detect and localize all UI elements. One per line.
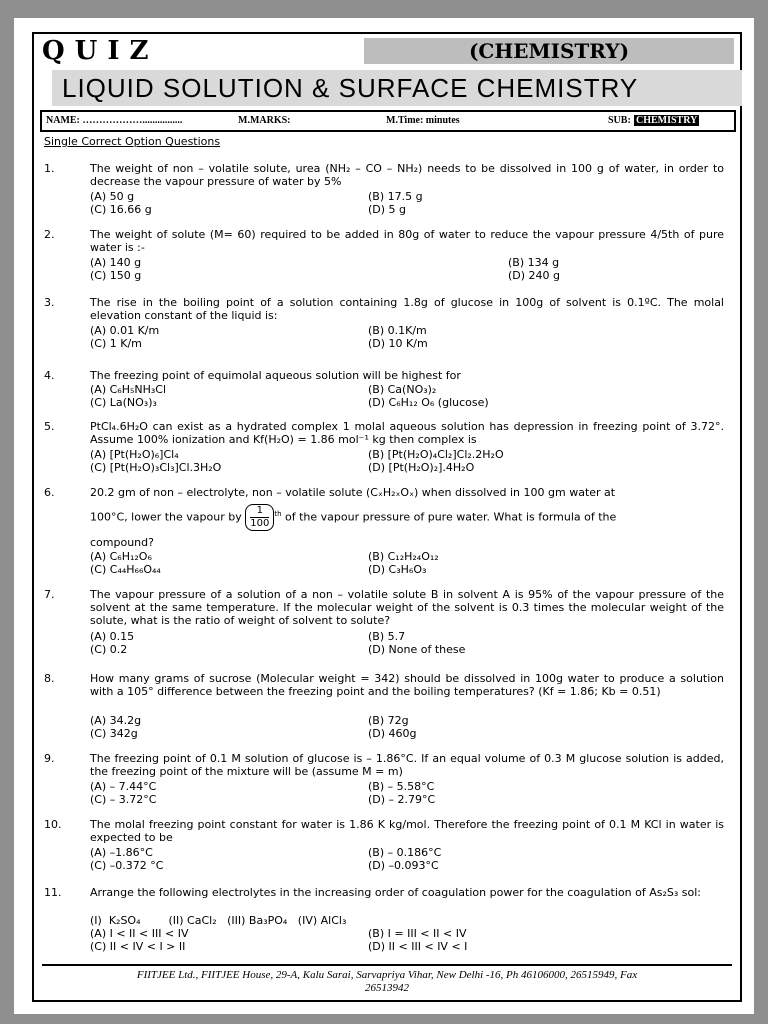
name-field: NAME: ………………................: [46, 115, 183, 126]
sub-value: CHEMISTRY: [636, 115, 698, 126]
info-bar: [40, 110, 736, 132]
question: 3. The rise in the boiling point of a solution containing 1.8g of glucose in 100g of solvent is 0.1ºC. The molal elevation constant of the liquid is: (A) 0.01 K/m (B) 0.1K/m (C) 1 K/m (D) 10 K/m: [44, 296, 724, 350]
question: 9. The freezing point of 0.1 M solution of glucose is – 1.86°C. If an equal volume of 0.3 M glucose solution is added, the freezing point of the mixture will be (assume M = m) (A) – 7.44°C (B) – 5.58°C (C) – 3.72°C (D) – 2.79°C: [44, 752, 724, 806]
subject-box: (CHEMISTRY): [364, 38, 734, 64]
question: 10. The molal freezing point constant for water is 1.86 K kg/mol. Therefore the freezing point of 0.1 M KCl in water is expected to be (A) –1.86°C (B) – 0.186°C (C) –0.372 °C (D) –0.093°C: [44, 818, 724, 872]
time-field: M.Time: minutes: [386, 115, 460, 126]
page-title: LIQUID SOLUTION & SURFACE CHEMISTRY: [52, 70, 742, 106]
question: 2. The weight of solute (M= 60) required to be added in 80g of water to reduce the vapour pressure 4/5th of pure water is :- (A) 140 g (B) 134 g (C) 150 g (D) 240 g: [44, 228, 724, 282]
page: [14, 18, 754, 1014]
question: 8. How many grams of sucrose (Molecular weight = 342) should be dissolved in 100g water to produce a solution with a 105° difference between the freezing point and the boiling temperatures? (Kf = 1.86; Kb = 0.51) (A) 34.2g (B) 72g (C) 342g (D) 460g: [44, 672, 724, 740]
question: 11. Arrange the following electrolytes in the increasing order of coagulation power for the coagulation of As₂S₃ sol: (I) K₂SO₄ (II) CaCl₂ (III) Ba₃PO₄ (IV) AlCl₃ (A) I < II < III < IV (B) I = III < II < IV (C) II < IV < I > II (D) II < III < IV < I: [44, 886, 701, 953]
quiz-frame: [32, 32, 742, 1002]
question: 4. The freezing point of equimolal aqueous solution will be highest for (A) C₆H₅NH₃Cl (B) Ca(NO₃)₂ (C) La(NO₃)₃ (D) C₆H₁₂ O₆ (glucose): [44, 369, 489, 409]
section-heading: Single Correct Option Questions: [44, 135, 221, 148]
question: 7. The vapour pressure of a solution of a non – volatile solute B in solvent A is 95% of the vapour pressure of the solvent at the same temperature. If the molecular weight of the solvent is 0.3 times the molecular weight of the solute, what is the ratio of weight of solvent to solute? (A) 0.15 (B) 5.7 (C) 0.2 (D) None of these: [44, 588, 724, 656]
question: 5. PtCl₄.6H₂O can exist as a hydrated complex 1 molal aqueous solution has depression in freezing point of 3.72°. Assume 100% ionization and Kf(H₂O) = 1.86 mol⁻¹ kg then complex is (A) [Pt(H₂O)₆]Cl₄ (B) [Pt(H₂O)₄Cl₂]Cl₂.2H₂O (C) [Pt(H₂O)₃Cl₃]Cl.3H₂O (D) [Pt(H₂O)₂].4H₂O: [44, 420, 724, 474]
question: 6. 20.2 gm of non – electrolyte, non – volatile solute (CₓH₂ₓOₓ) when dissolved in 100 gm water at 100°C, lower the vapour by $\frac{1}{100}$ $^{th}$ of the vapour pressure of pure water. What is formula of the compound? (A) C₆H₁₂O₆ (B) C₁₂H₂₄O₁₂ (C) C₄₄H₆₆O₄₄ (D) C₃H₆O₃: [44, 486, 724, 586]
fraction: $\frac{1}{100}$: [245, 504, 274, 531]
sub-label: SUB:: [608, 115, 631, 126]
fraction-line: 100°C, lower the vapour by $\frac{1}{100}$ $^{th}$ of the vapour pressure of pure water. What is formula of the: [90, 505, 617, 529]
quiz-label: QUIZ: [42, 36, 159, 66]
header: [34, 34, 740, 64]
question: 1. The weight of non – volatile solute, urea (NH₂ – CO – NH₂) needs to be dissolved in 100 g of water, in order to decrease the vapour pressure of water by 5% (A) 50 g (B) 17.5 g (C) 16.66 g (D) 5 g: [44, 162, 724, 216]
footer: FIITJEE Ltd., FIITJEE House, 29-A, Kalu Sarai, Sarvapriya Vihar, New Delhi -16, Ph 46106000, 26515949, Fax 26513942: [42, 964, 732, 995]
marks-field: M.MARKS:: [238, 115, 291, 126]
